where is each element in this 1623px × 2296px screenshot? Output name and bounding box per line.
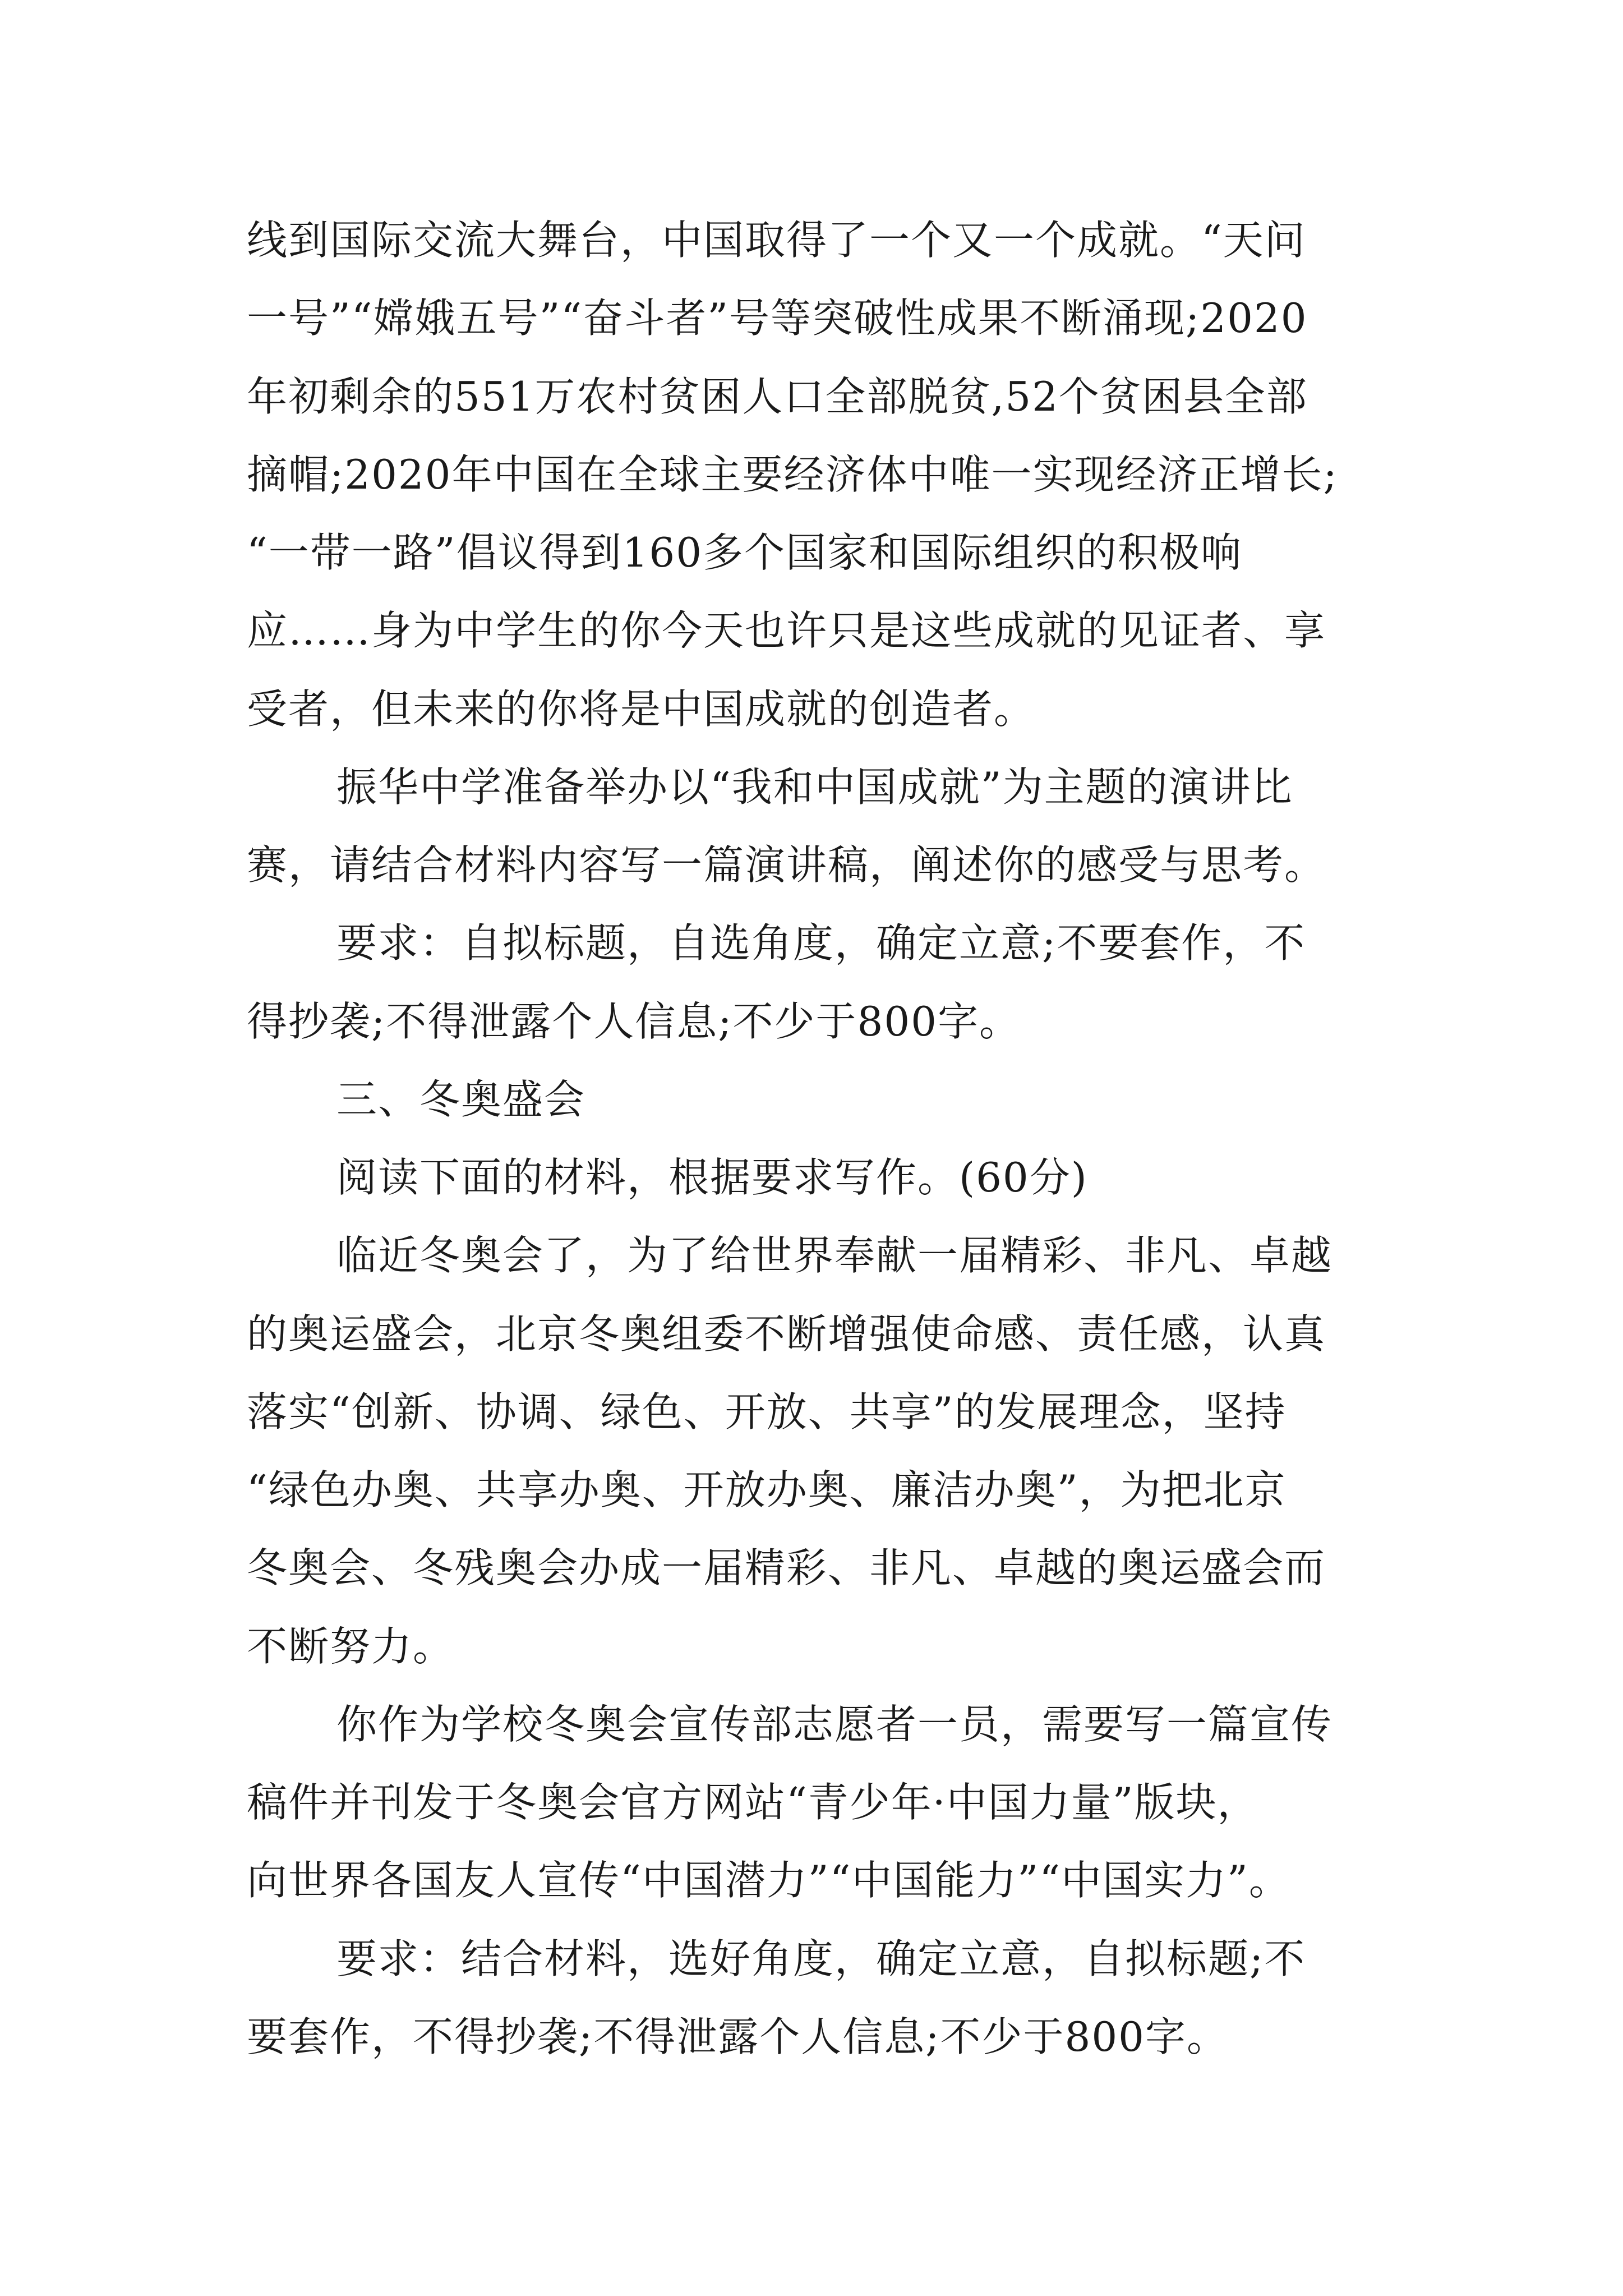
text-line: 得抄袭;不得泄露个人信息;不少于800字。	[247, 998, 1021, 1045]
text-line: “一带一路”倡议得到160多个国家和国际组织的积极响	[247, 529, 1243, 576]
text-line: 赛，请结合材料内容写一篇演讲稿，阐述你的感受与思考。	[247, 841, 1326, 889]
text-line: 要求：自拟标题，自选角度，确定立意;不要套作，不	[336, 919, 1306, 967]
text-line: “绿色办奥、共享办奥、开放办奥、廉洁办奥”，为把北京	[247, 1466, 1287, 1513]
text-line: 落实“创新、协调、绿色、开放、共享”的发展理念，坚持	[247, 1388, 1287, 1435]
text-line: 你作为学校冬奥会宣传部志愿者一员，需要写一篇宣传	[336, 1701, 1333, 1748]
text-line: 冬奥会、冬残奥会办成一届精彩、非凡、卓越的奥运盛会而	[247, 1544, 1326, 1591]
text-line: 临近冬奥会了，为了给世界奉献一届精彩、非凡、卓越	[336, 1232, 1333, 1279]
text-line: 向世界各国友人宣传“中国潜力”“中国能力”“中国实力”。	[247, 1857, 1290, 1904]
text-line: 阅读下面的材料，根据要求写作。(60分)	[336, 1154, 1088, 1201]
text-line: 要求：结合材料，选好角度，确定立意，自拟标题;不	[336, 1935, 1306, 1982]
text-line: 不断努力。	[247, 1623, 455, 1670]
text-line: 摘帽;2020年中国在全球主要经济体中唯一实现经济正增长;	[247, 451, 1338, 498]
text-line: 受者，但未来的你将是中国成就的创造者。	[247, 685, 1036, 733]
text-line: 振华中学准备举办以“我和中国成就”为主题的演讲比	[336, 763, 1293, 811]
text-line: 应……身为中学生的你今天也许只是这些成就的见证者、享	[247, 607, 1326, 654]
text-line: 一号”“嫦娥五号”“奋斗者”号等突破性成果不断涌现;2020	[247, 295, 1308, 342]
text-line: 的奥运盛会，北京冬奥组委不断增强使命感、责任感，认真	[247, 1310, 1326, 1358]
text-line: 年初剩余的551万农村贫困人口全部脱贫,52个贫困县全部	[247, 373, 1308, 420]
text-line: 稿件并刊发于冬奥会官方网站“青少年·中国力量”版块，	[247, 1779, 1259, 1826]
text-line: 要套作，不得抄袭;不得泄露个人信息;不少于800字。	[247, 2013, 1228, 2060]
section-heading: 三、冬奥盛会	[336, 1076, 586, 1123]
text-line: 线到国际交流大舞台，中国取得了一个又一个成就。“天问	[247, 217, 1306, 264]
